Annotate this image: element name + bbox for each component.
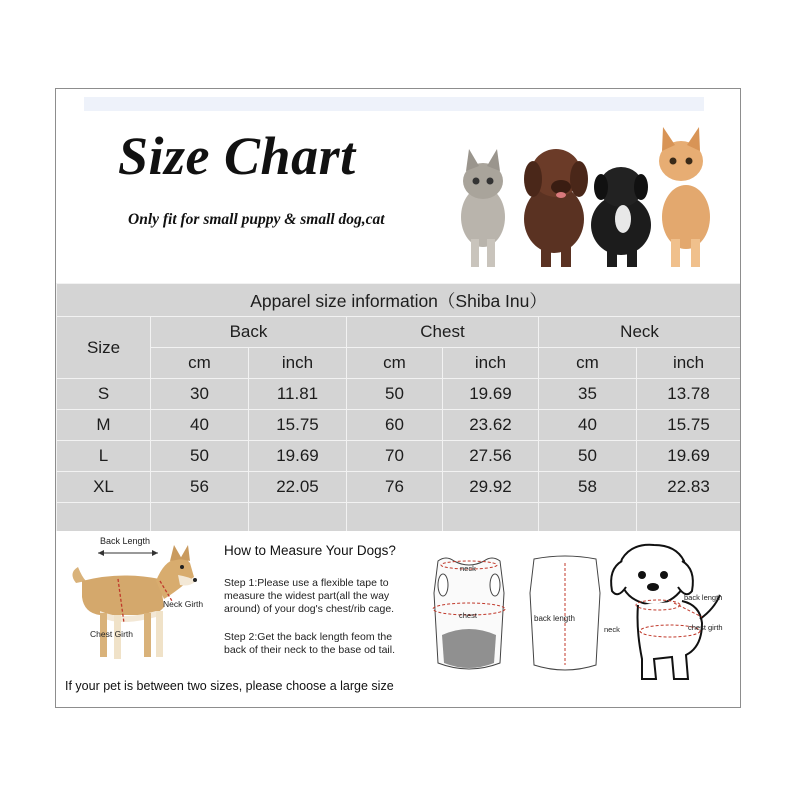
cartoon-neck-label: neck — [604, 625, 620, 634]
back-header: Back — [151, 317, 347, 348]
size-cell: XL — [57, 472, 151, 503]
neck-header: Neck — [539, 317, 741, 348]
chest-girth-label: Chest Girth — [90, 629, 133, 639]
size-advice-note: If your pet is between two sizes, please choose a large size — [65, 679, 394, 693]
grey-kitten-image — [461, 149, 505, 267]
value-cell: 13.78 — [637, 379, 741, 410]
value-cell: 11.81 — [249, 379, 347, 410]
unit-header: cm — [539, 348, 637, 379]
value-cell: 40 — [539, 410, 637, 441]
value-cell: 70 — [347, 441, 443, 472]
size-table — [56, 283, 741, 534]
value-cell: 56 — [151, 472, 249, 503]
value-cell: 22.05 — [249, 472, 347, 503]
unit-header: cm — [151, 348, 249, 379]
neck-girth-label: Neck Girth — [163, 599, 204, 609]
table-row — [57, 472, 741, 503]
header-banner — [56, 89, 740, 275]
value-cell: 27.56 — [443, 441, 539, 472]
value-cell: 22.83 — [637, 472, 741, 503]
banner-strip — [84, 97, 704, 111]
page-subtitle: Only fit for small puppy & small dog,cat — [128, 211, 385, 228]
value-cell: 30 — [151, 379, 249, 410]
value-cell: 19.69 — [249, 441, 347, 472]
measure-section — [56, 531, 740, 707]
table-caption: Apparel size information（Shiba Inu） — [57, 284, 741, 317]
cartoon-dog-diagram — [602, 539, 740, 691]
unit-header: inch — [249, 348, 347, 379]
value-cell: 60 — [347, 410, 443, 441]
table-group-header-row — [57, 317, 741, 348]
garment-back-length-label: back length — [534, 614, 575, 623]
value-cell: 29.92 — [443, 472, 539, 503]
black-puppy-image — [591, 167, 651, 267]
table-row — [57, 441, 741, 472]
unit-header: cm — [347, 348, 443, 379]
value-cell: 58 — [539, 472, 637, 503]
value-cell: 76 — [347, 472, 443, 503]
value-cell: 15.75 — [637, 410, 741, 441]
value-cell: 50 — [151, 441, 249, 472]
cartoon-chest-girth-label: chest girth — [688, 623, 723, 632]
step-2-text: Step 2:Get the back length feom the back of their neck to the base od tail. — [224, 631, 396, 656]
value-cell: 40 — [151, 410, 249, 441]
unit-header: inch — [443, 348, 539, 379]
back-length-label: Back Length — [100, 536, 151, 546]
unit-header: inch — [637, 348, 741, 379]
cartoon-back-length-label: back length — [684, 593, 723, 602]
size-header: Size — [57, 317, 151, 379]
table-row — [57, 410, 741, 441]
size-chart-card — [55, 88, 741, 708]
page-title: Size Chart — [118, 126, 356, 186]
table-row — [57, 379, 741, 410]
value-cell: 50 — [347, 379, 443, 410]
garment-neck-label: neck — [460, 564, 476, 573]
value-cell: 35 — [539, 379, 637, 410]
value-cell: 19.69 — [637, 441, 741, 472]
value-cell: 15.75 — [249, 410, 347, 441]
chest-header: Chest — [347, 317, 539, 348]
size-cell: L — [57, 441, 151, 472]
size-cell: M — [57, 410, 151, 441]
measure-heading: How to Measure Your Dogs? — [224, 543, 396, 558]
brown-puppy-image — [524, 149, 588, 267]
table-empty-row — [57, 503, 741, 534]
orange-kitten-image — [659, 127, 710, 267]
pets-photo — [441, 119, 731, 269]
value-cell: 23.62 — [443, 410, 539, 441]
table-caption-row — [57, 284, 741, 317]
garment-chest-label: chest — [459, 611, 477, 620]
value-cell: 19.69 — [443, 379, 539, 410]
step-1-text: Step 1:Please use a flexible tape to measure the widest part(all the way around) of your dog's chest/rib cage. — [224, 577, 395, 615]
table-unit-header-row — [57, 348, 741, 379]
value-cell: 50 — [539, 441, 637, 472]
size-cell: S — [57, 379, 151, 410]
